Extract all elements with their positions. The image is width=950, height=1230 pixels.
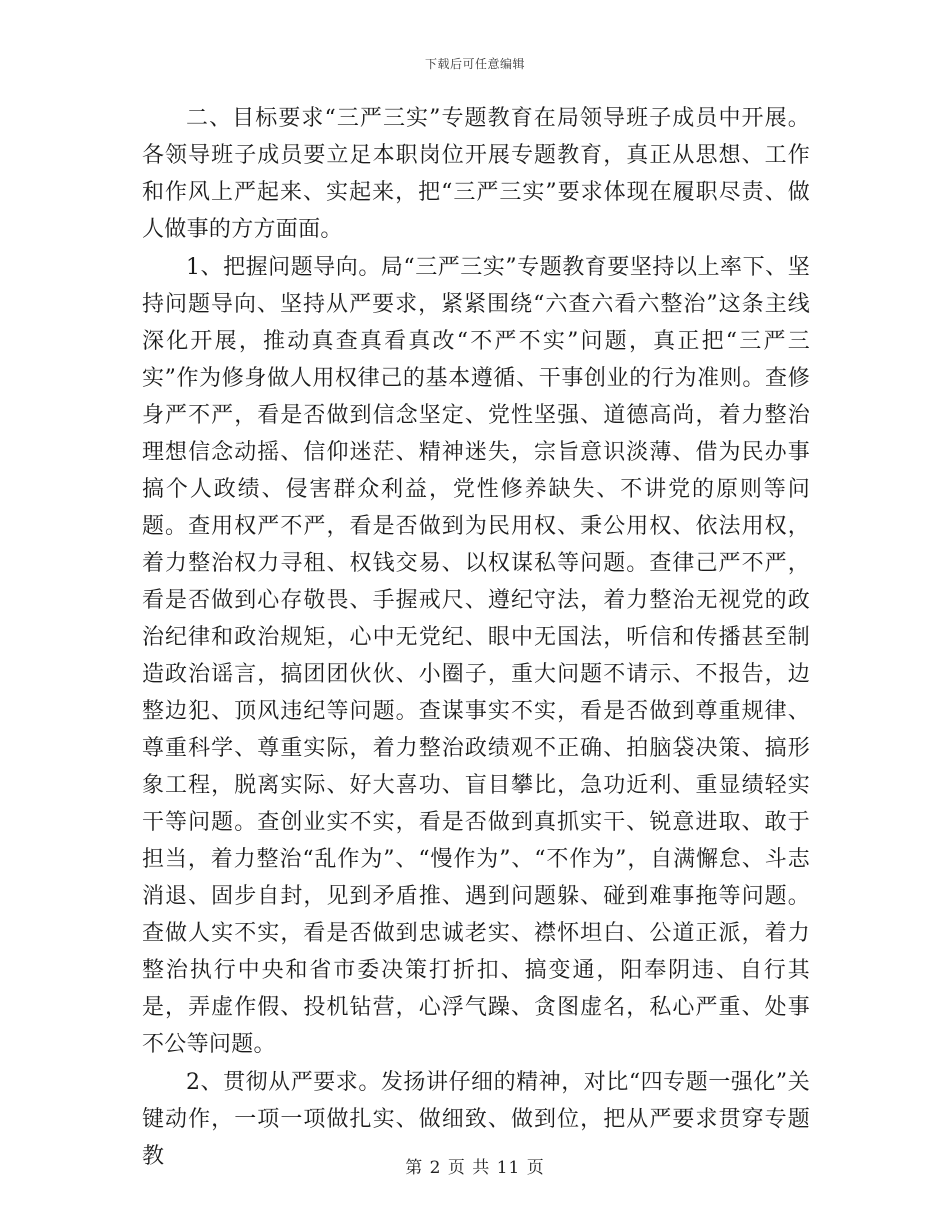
paragraph-problem-orientation: 1、把握问题导向。局“三严三实”专题教育要坚持以上率下、坚持问题导向、坚持从严要求，紧紧围绕“六查六看六整治”这条主线深化开展，推动真查真看真改“不严不实”问题，真正把“三严三实”作为修身做人用权律己的基本遵循、干事创业的行为准则。查修身严不严，看是否做到信念坚定、党性坚强、道德高尚，着力整治理想信念动摇、信仰迷茫、精神迷失，宗旨意识淡薄、借为民办事搞个人政绩、侵害群众利益，党性修养缺失、不讲党的原则等问题。查用权严不严，看是否做到为民用权、秉公用权、依法用权，着力整治权力寻租、权钱交易、以权谋私等问题。查律己严不严，看是否做到心存敬畏、手握戒尺、遵纪守法，着力整治无视党的政治纪律和政治规矩，心中无党纪、眼中无国法，听信和传播甚至制造政治谣言，搞团团伙伙、小圈子，重大问题不请示、不报告，边整边犯、顶风违纪等问题。查谋事实不实，看是否做到尊重规律、尊重科学、尊重实际，着力整治政绩观不正确、拍脑袋决策、搞形象工程，脱离实际、好大喜功、盲目攀比，急功近利、重显绩轻实干等问题。查创业实不实，看是否做到真抓实干、锐意进取、敢于担当，着力整治“乱作为”、“慢作为”、“不作为”，自满懈怠、斗志消退、固步自封，见到矛盾推、遇到问题躲、碰到难事拖等问题。查做人实不实，看是否做到忠诚老实、襟怀坦白、公道正派，着力整治执行中央和省市委决策打折扣、搞变通，阳奉阴违、自行其是，弄虚作假、投机钻营，心浮气躁、贪图虚名，私心严重、处事不公等问题。 [142,255,810,1057]
document-body [142,100,810,1175]
page-header: 下载后可任意编辑 [424,57,525,71]
paragraph-goal-requirements: 二、目标要求“三严三实”专题教育在局领导班子成员中开展。各领导班子成员要立足本职岗位开展专题教育，真正从思想、工作和作风上严起来、实起来，把“三严三实”要求体现在履职尽责、做人做事的方方面面。 [142,106,810,242]
paragraph-strict-requirements: 2、贯彻从严要求。发扬讲仔细的精神，对比“四专题一强化”关键动作，一项一项做扎实、做细致、做到位，把从严要求贯穿专题教 [142,1070,810,1169]
page-footer: 第 2 页 共 11 页 [405,1158,545,1178]
